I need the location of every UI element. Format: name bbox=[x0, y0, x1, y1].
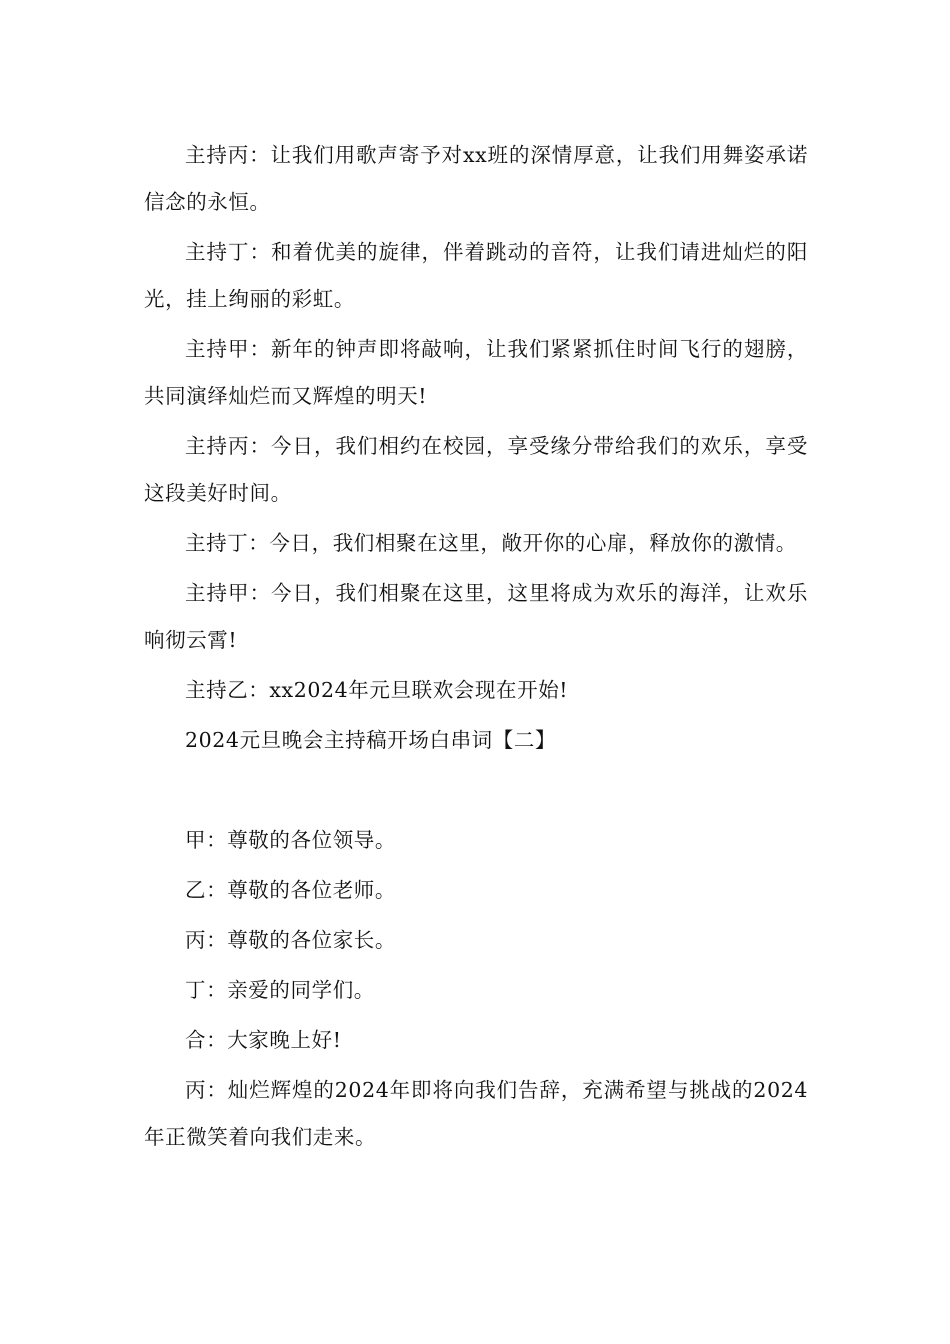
paragraph-host-jia-2: 主持甲：今日，我们相聚在这里，这里将成为欢乐的海洋，让欢乐响彻云霄! bbox=[144, 581, 808, 652]
paragraph-host-bing-1: 主持丙：让我们用歌声寄予对xx班的深情厚意，让我们用舞姿承诺信念的永恒。 bbox=[144, 143, 808, 214]
paragraph-bing-greeting: 丙：尊敬的各位家长。 bbox=[185, 928, 396, 952]
section-break bbox=[144, 767, 808, 817]
paragraph-host-yi-1: 主持乙：xx2024年元旦联欢会现在开始! bbox=[185, 678, 569, 702]
paragraph-ding-greeting: 丁：亲爱的同学们。 bbox=[185, 978, 375, 1002]
paragraph-all-greeting: 合：大家晚上好! bbox=[185, 1028, 342, 1052]
paragraph-host-jia-1: 主持甲：新年的钟声即将敲响，让我们紧紧抓住时间飞行的翅膀，共同演绎灿烂而又辉煌的明天! bbox=[144, 337, 808, 408]
paragraph-jia-greeting: 甲：尊敬的各位领导。 bbox=[185, 828, 396, 852]
document-body bbox=[144, 132, 808, 1164]
paragraph-yi-greeting: 乙：尊敬的各位老师。 bbox=[185, 878, 396, 902]
section-heading: 2024元旦晚会主持稿开场白串词【二】 bbox=[185, 728, 557, 752]
paragraph-host-ding-1: 主持丁：和着优美的旋律，伴着跳动的音符，让我们请进灿烂的阳光，挂上绚丽的彩虹。 bbox=[144, 240, 808, 311]
paragraph-bing-new-year: 丙：灿烂辉煌的2024年即将向我们告辞，充满希望与挑战的2024年正微笑着向我们走来。 bbox=[144, 1078, 808, 1149]
paragraph-host-bing-2: 主持丙：今日，我们相约在校园，享受缘分带给我们的欢乐，享受这段美好时间。 bbox=[144, 434, 808, 505]
paragraph-host-ding-2: 主持丁：今日，我们相聚在这里，敞开你的心扉，释放你的激情。 bbox=[185, 531, 797, 555]
